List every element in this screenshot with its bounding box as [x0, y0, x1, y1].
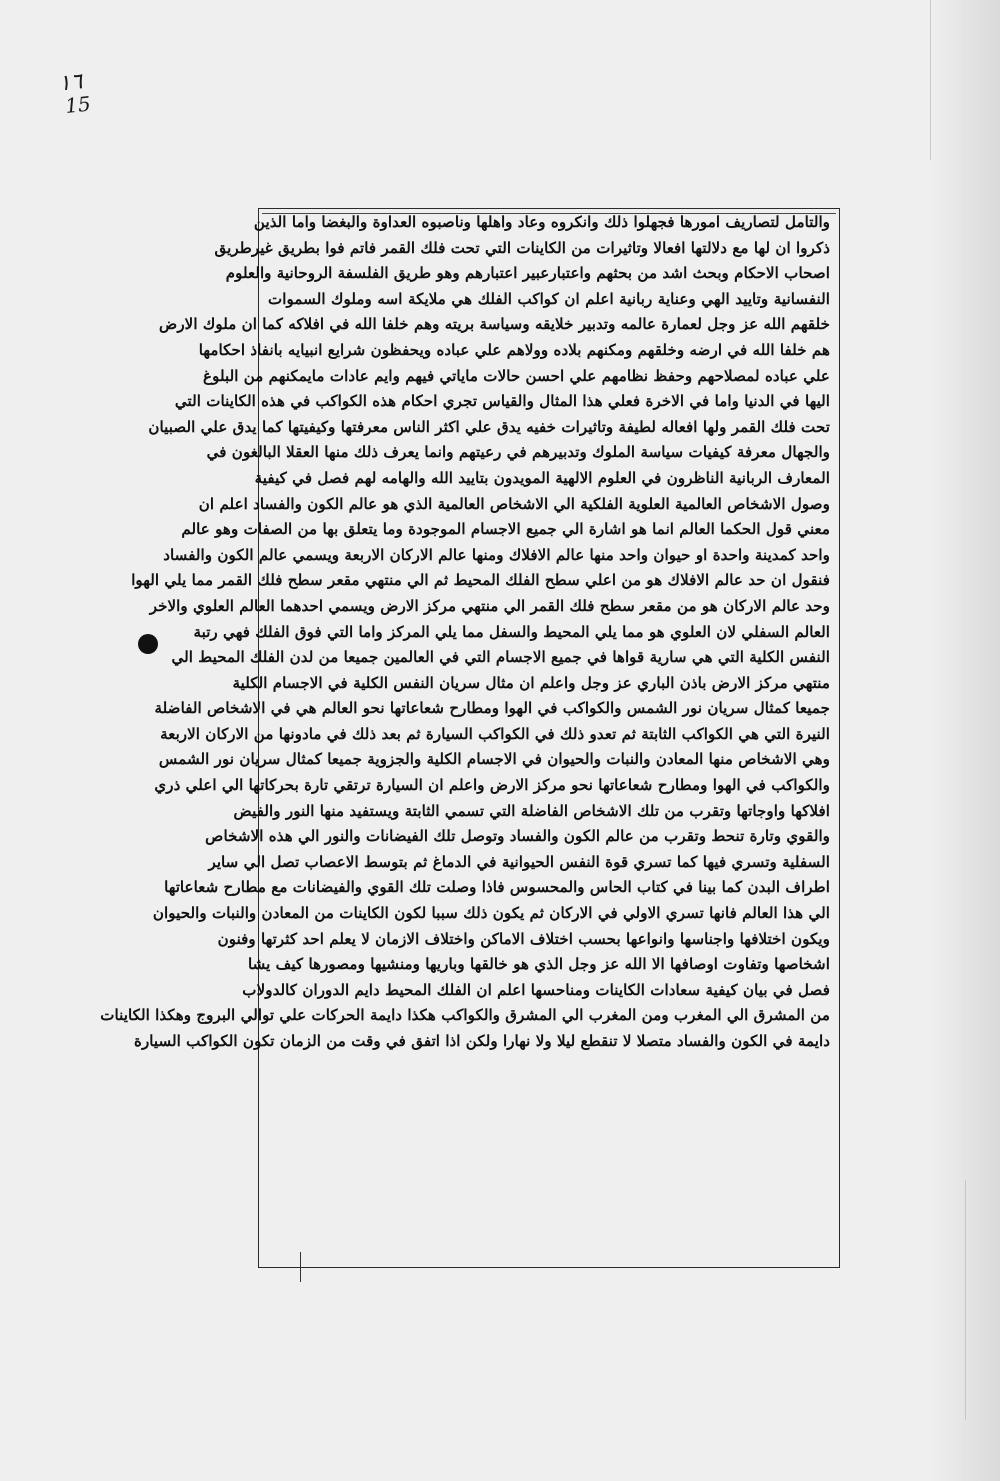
text-line: وصول الاشخاص العالمية العلوية الفلكية الي الاشخاص العالمية الذي هو عالم الكون والفساد اعلم ان: [198, 494, 830, 513]
text-line: ذكروا ان لها مع دلالتها افعالا وتاثيرات من الكاينات التي تحت فلك القمر فاتم فوا بطريق غيرطريق: [214, 238, 830, 257]
ink-blot: [138, 634, 158, 654]
text-line: النيرة التي هي الكواكب الثابتة ثم تعدو ذلك في الكواكب السيارة ثم بعد ذلك في مادونها من الاركان الاربعة: [160, 724, 830, 743]
folio-number: [58, 71, 92, 118]
folio-number-latin: 15: [63, 91, 92, 118]
text-line: المعارف الربانية الناظرون في العلوم الالهية المويدون بتاييد الله والهامه لهم فصل في كيفية: [254, 468, 830, 487]
text-line: اطراف البدن كما بينا في كتاب الحاس والمحسوس فاذا وصلت تلك القوي والفيضانات مع مطارح شعاعاتها: [164, 878, 830, 897]
text-line: معني قول الحكما العالم انما هو اشارة الي جميع الاجسام الموجودة وما يتعلق بها من الصفات وهو عالم: [181, 520, 830, 539]
text-line: الي هذا العالم فانها تسري الاولي في الاركان ثم يكون ذلك سببا لكون الكاينات من المعادن والنبات والحيوان: [152, 904, 830, 923]
text-line: والقوي وتارة تنحط وتقرب من عالم الكون والفساد وتوصل تلك الفيضانات والنور الي هذه الاشخاص: [205, 827, 830, 846]
paper-crease: [930, 0, 935, 160]
text-line: فصل في بيان كيفية سعادات الكاينات ومناحسها اعلم ان الفلك المحيط دايم الدوران كالدولاب: [242, 980, 830, 999]
text-line: النفسانية وتاييد الهي وعناية ربانية اعلم ان كواكب الفلك هي ملايكة اسه وملوك السموات: [268, 289, 830, 308]
text-line: والكواكب في الهوا ومطارح شعاعاتها نحو مركز الارض واعلم ان السيارة ترتقي تارة بحركاتها الي اعلي ذري: [154, 776, 830, 795]
text-line: تحت فلك القمر ولها افعاله لطيفة وتاثيرات خفيه يدق علي اكثر الناس معرفتها وكيفيتها كما يدق علي الصبيان: [148, 417, 830, 436]
text-line: النفس الكلية التي هي سارية قواها في جميع الاجسام التي في العالمين جميعا من لدن الفلك المحيط الي: [171, 648, 830, 667]
text-line: ويكون اختلافها واجناسها وانواعها بحسب اختلاف الاماكن واختلاف الازمان لا يعلم احد كثرتها وفنون: [217, 929, 830, 948]
text-line: فنقول ان حد عالم الافلاك هو من اعلي سطح الفلك المحيط ثم الي منتهي مقعر سطح فلك القمر مما يلي الهوا: [131, 571, 830, 590]
manuscript-text-block: [100, 210, 830, 1260]
text-line: خلقهم الله عز وجل لعمارة عالمه وتدبير خلايقه وسياسة بريته وهم خلفا الله في افلاكه كما ان ملوك الارض: [158, 315, 830, 334]
text-line: السفلية وتسري فيها كما تسري قوة النفس الحيوانية في الدماغ ثم بتوسط الاعصاب تصل الي ساير: [208, 852, 830, 871]
folio-number-arabic: ١٦: [57, 69, 84, 97]
text-line: علي عباده لمصلاحهم وحفظ نظامهم علي احسن حالات ماياتي فيهم وايم عادات مايمكنهم من البلوغ: [203, 366, 830, 385]
text-line: اليها في الدنيا واما في الاخرة فعلي هذا المثال والقياس تجري احكام هذه الكواكب في هذه الكاينات التي: [174, 392, 830, 411]
text-line: اصحاب الاحكام وبحث اشد من بحثهم واعتبارعبير اعتبارهم وهو طريق الفلسفة الروحانية والعلوم: [225, 264, 830, 283]
text-line: افلاكها واوجاتها وتقرب من تلك الاشخاص الفاضلة التي تسمي الثابتة ويستفيد منها النور والفيض: [233, 801, 830, 820]
text-line: جميعا كمثال سريان نور الشمس والكواكب في الهوا ومطارح شعاعاتها نحو العالم هي في الاشخاص الفاضلة: [154, 699, 830, 718]
text-line: هم خلفا الله في ارضه وخلقهم ومكنهم بلاده وولاهم علي عباده ويحفظون شرايع انبيايه بانفاذ احكامها: [198, 340, 830, 359]
text-line: والجهال معرفة كيفيات سياسة الملوك وتدبيرهم في رعيتهم وانما يعرف ذلك منها العقلا البالغون في: [206, 443, 830, 462]
text-line: وحد عالم الاركان هو من مقعر سطح فلك القمر الي منتهي مركز الارض ويسمي احدهما العالم العلوي والاخر: [149, 596, 830, 615]
text-line: واحد كمدينة واحدة او حيوان واحد منها عالم الافلاك ومنها عالم الاركان الاربعة ويسمي عالم الكون والفساد: [163, 545, 830, 564]
text-line: من المشرق الي المغرب ومن المغرب الي المشرق والكواكب هكذا دايمة الحركات علي توالي البروج وهكذا الكاينات: [100, 1006, 830, 1025]
text-line: وهي الاشخاص منها المعادن والنبات والحيوان في الاجسام الكلية والجزوية جميعا كمثال سريان نور الشمس: [158, 750, 830, 769]
text-line: دايمة في الكون والفساد متصلا لا تنقطع ليلا ولا نهارا ولكن اذا اتفق في وقت من الزمان تكون الكواكب السيارة: [134, 1032, 830, 1050]
text-line: العالم السفلي لان العلوي هو مما يلي المحيط والسفل مما يلي المركز واما التي فوق الفلك فهي رتبة: [193, 622, 830, 641]
text-line: والتامل لتصاريف امورها فجهلوا ذلك وانكروه وعاد واهلها وناصبوه العداوة والبغضا واما الذين: [253, 213, 830, 231]
text-line: منتهي مركز الارض باذن الباري عز وجل واعلم ان مثال سريان النفس الكلية في الاجسام الكلية: [232, 673, 830, 692]
paper-crease: [965, 1180, 980, 1420]
text-line: اشخاصها وتفاوت اوصافها الا الله عز وجل الذي هو خالقها وباريها ومنشيها ومصورها كيف يشا: [247, 955, 830, 974]
